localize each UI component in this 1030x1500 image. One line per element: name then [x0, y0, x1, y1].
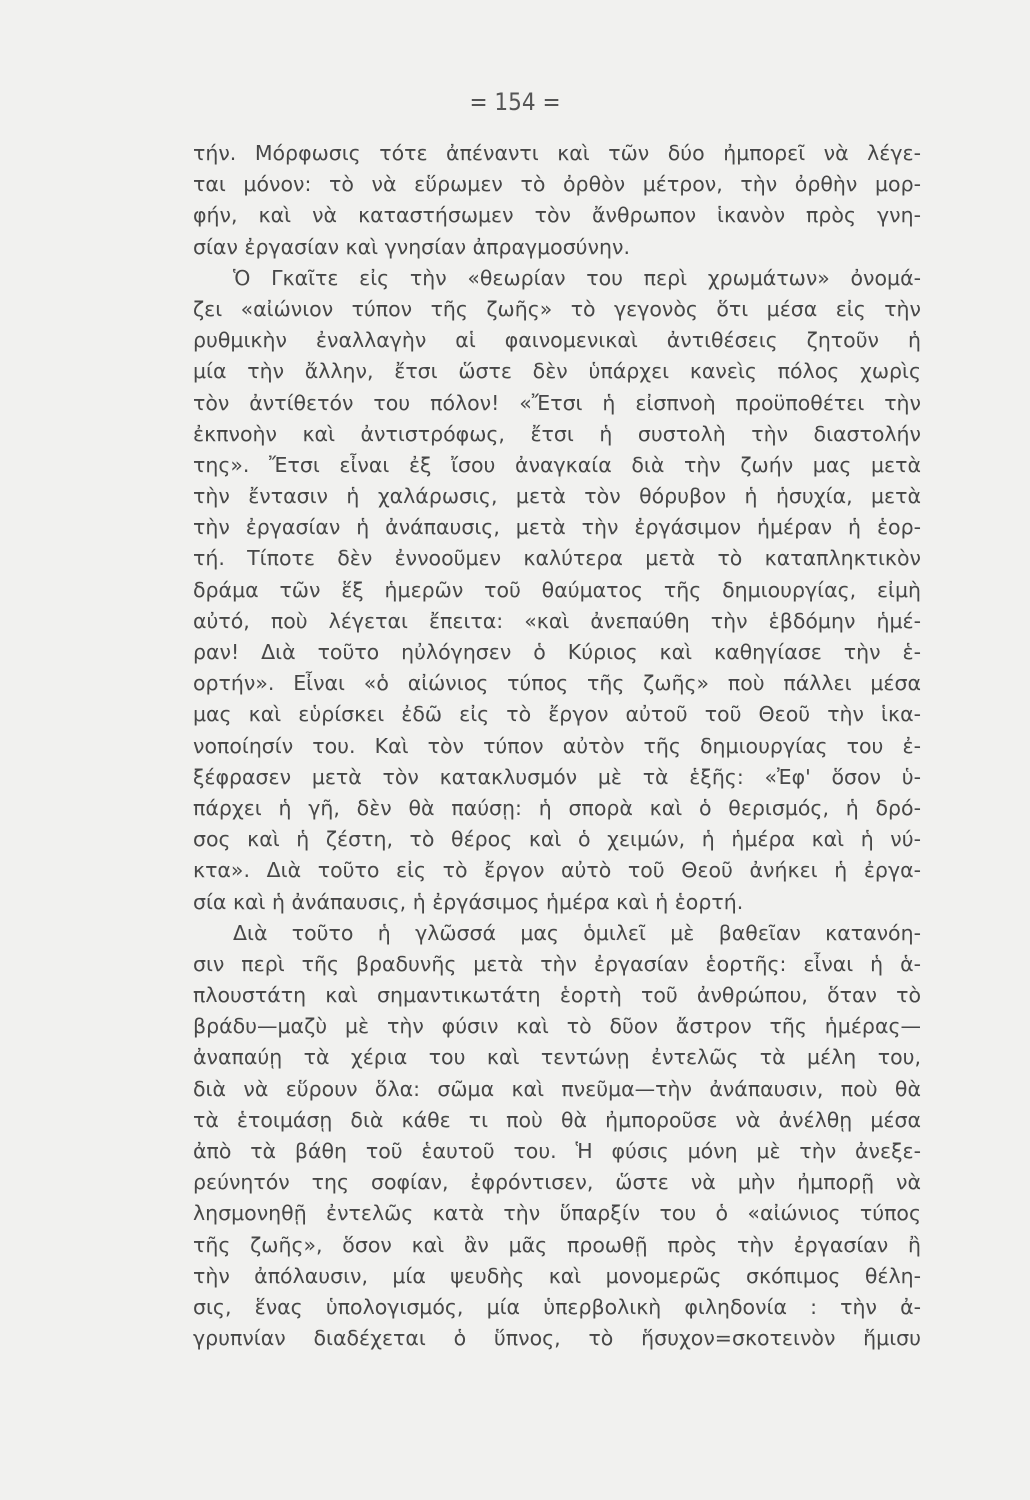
- text-line: πλουστάτη καὶ σημαντικωτάτη ἑορτὴ τοῦ ἀνθρώπου, ὅταν τὸ: [193, 983, 921, 1008]
- body-text: [193, 138, 921, 1354]
- text-line: διὰ νὰ εὕρουν ὅλα: σῶμα καὶ πνεῦμα—τὴν ἀνάπαυσιν, ποὺ θὰ: [193, 1076, 921, 1101]
- text-line: ζει «αἰώνιον τύπον τῆς ζωῆς» τὸ γεγονὸς ὅτι μέσα εἰς τὴν: [193, 296, 921, 321]
- text-line: γρυπνίαν διαδέχεται ὁ ὕπνος, τὸ ἥσυχον=σκοτεινὸν ἥμισυ: [193, 1326, 921, 1351]
- text-line: φήν, καὶ νὰ καταστήσωμεν τὸν ἄνθρωπον ἱκανὸν πρὸς γνη-: [193, 203, 921, 228]
- text-line: ἀναπαύῃ τὰ χέρια του καὶ τεντώνῃ ἐντελῶς τὰ μέλη του,: [193, 1045, 921, 1070]
- text-line: Διὰ τοῦτο ἡ γλῶσσά μας ὁμιλεῖ μὲ βαθεῖαν κατανόη-: [233, 920, 921, 945]
- text-line: τῆς ζωῆς», ὅσον καὶ ἂν μᾶς προωθῇ πρὸς τὴν ἐργασίαν ἢ: [193, 1232, 921, 1257]
- text-line: τήν. Μόρφωσις τότε ἀπέναντι καὶ τῶν δύο ἠμπορεῖ νὰ λέγε-: [193, 141, 921, 165]
- text-line: λησμονηθῇ ἐντελῶς κατὰ τὴν ὕπαρξίν του ὁ «αἰώνιος τύπος: [193, 1201, 921, 1226]
- text-line: της». Ἔτσι εἶναι ἐξ ἴσου ἀναγκαία διὰ τὴν ζωήν μας μετὰ: [193, 452, 921, 477]
- text-line: ρεύνητόν της σοφίαν, ἐφρόντισεν, ὥστε νὰ μὴν ἠμπορῇ νὰ: [193, 1170, 921, 1195]
- text-line: τὴν ἀπόλαυσιν, μία ψευδὴς καὶ μονομερῶς σκόπιμος θέλη-: [193, 1263, 921, 1288]
- text-line: πάρχει ἡ γῆ, δὲν θὰ παύσῃ: ἡ σπορὰ καὶ ὁ θερισμός, ἡ δρό-: [193, 795, 921, 820]
- text-line: ἀπὸ τὰ βάθη τοῦ ἑαυτοῦ του. Ἡ φύσις μόνη μὲ τὴν ἀνεξε-: [193, 1139, 921, 1163]
- text-line: ξέφρασεν μετὰ τὸν κατακλυσμόν μὲ τὰ ἑξῆς: «Ἐφ' ὅσον ὑ-: [193, 764, 921, 789]
- page-number: = 154 =: [469, 88, 561, 116]
- text-line: αὐτό, ποὺ λέγεται ἔπειτα: «καὶ ἀνεπαύθη τὴν ἑβδόμην ἡμέ-: [193, 608, 921, 633]
- text-line: ρυθμικὴν ἐναλλαγὴν αἱ φαινομενικαὶ ἀντιθέσεις ζητοῦν ἡ: [193, 328, 921, 353]
- text-line: ραν! Διὰ τοῦτο ηὐλόγησεν ὁ Κύριος καὶ καθηγίασε τὴν ἑ-: [193, 640, 921, 664]
- text-line: νοποίησίν του. Καὶ τὸν τύπον αὐτὸν τῆς δημιουργίας του ἐ-: [193, 733, 921, 758]
- text-line: τή. Τίποτε δὲν ἐννοοῦμεν καλύτερα μετὰ τὸ καταπληκτικὸν: [193, 546, 921, 571]
- text-line: σις, ἕνας ὑπολογισμός, μία ὑπερβολικὴ φιληδονία : τὴν ἀ-: [193, 1294, 921, 1319]
- text-line: μας καὶ εὑρίσκει ἐδῶ εἰς τὸ ἔργον αὐτοῦ τοῦ Θεοῦ τὴν ἱκα-: [193, 702, 921, 727]
- text-line: δράμα τῶν ἕξ ἡμερῶν τοῦ θαύματος τῆς δημιουργίας, εἰμὴ: [193, 577, 921, 602]
- text-line: μία τὴν ἄλλην, ἔτσι ὥστε δὲν ὑπάρχει κανεὶς πόλος χωρὶς: [193, 359, 921, 384]
- text-line: κτα». Διὰ τοῦτο εἰς τὸ ἔργον αὐτὸ τοῦ Θεοῦ ἀνήκει ἡ ἐργα-: [193, 858, 921, 883]
- text-line: τὴν ἔντασιν ἡ χαλάρωσις, μετὰ τὸν θόρυβον ἡ ἡσυχία, μετὰ: [193, 484, 921, 509]
- text-line: τὰ ἑτοιμάσῃ διὰ κάθε τι ποὺ θὰ ἠμποροῦσε νὰ ἀνέλθῃ μέσα: [193, 1107, 921, 1132]
- text-line: Ὁ Γκαῖτε εἰς τὴν «θεωρίαν του περὶ χρωμάτων» ὀνομά-: [233, 265, 921, 290]
- text-line: ορτήν». Εἶναι «ὁ αἰώνιος τύπος τῆς ζωῆς» ποὺ πάλλει μέσα: [193, 671, 921, 696]
- text-line: τὸν ἀντίθετόν του πόλον! «Ἔτσι ἡ εἰσπνοὴ προϋποθέτει τὴν: [193, 390, 921, 415]
- text-line: σος καὶ ἡ ζέστη, τὸ θέρος καὶ ὁ χειμών, ἡ ἡμέρα καὶ ἡ νύ-: [193, 827, 921, 852]
- text-line: ἐκπνοὴν καὶ ἀντιστρόφως, ἔτσι ἡ συστολὴ τὴν διαστολήν: [193, 421, 921, 446]
- text-line: σίαν ἐργασίαν καὶ γνησίαν ἀπραγμοσύνην.: [193, 234, 630, 259]
- text-line: βράδυ—μαζὺ μὲ τὴν φύσιν καὶ τὸ δῦον ἄστρον τῆς ἡμέρας—: [193, 1014, 921, 1039]
- text-line: σιν περὶ τῆς βραδυνῆς μετὰ τὴν ἐργασίαν ἑορτῆς: εἶναι ἡ ἁ-: [193, 951, 921, 976]
- text-line: σία καὶ ἡ ἀνάπαυσις, ἡ ἐργάσιμος ἡμέρα καὶ ἡ ἑορτή.: [193, 889, 744, 914]
- text-line: τὴν ἐργασίαν ἡ ἀνάπαυσις, μετὰ τὴν ἐργάσιμον ἡμέραν ἡ ἑορ-: [193, 515, 921, 540]
- text-line: ται μόνον: τὸ νὰ εὕρωμεν τὸ ὀρθὸν μέτρον, τὴν ὀρθὴν μορ-: [193, 172, 921, 197]
